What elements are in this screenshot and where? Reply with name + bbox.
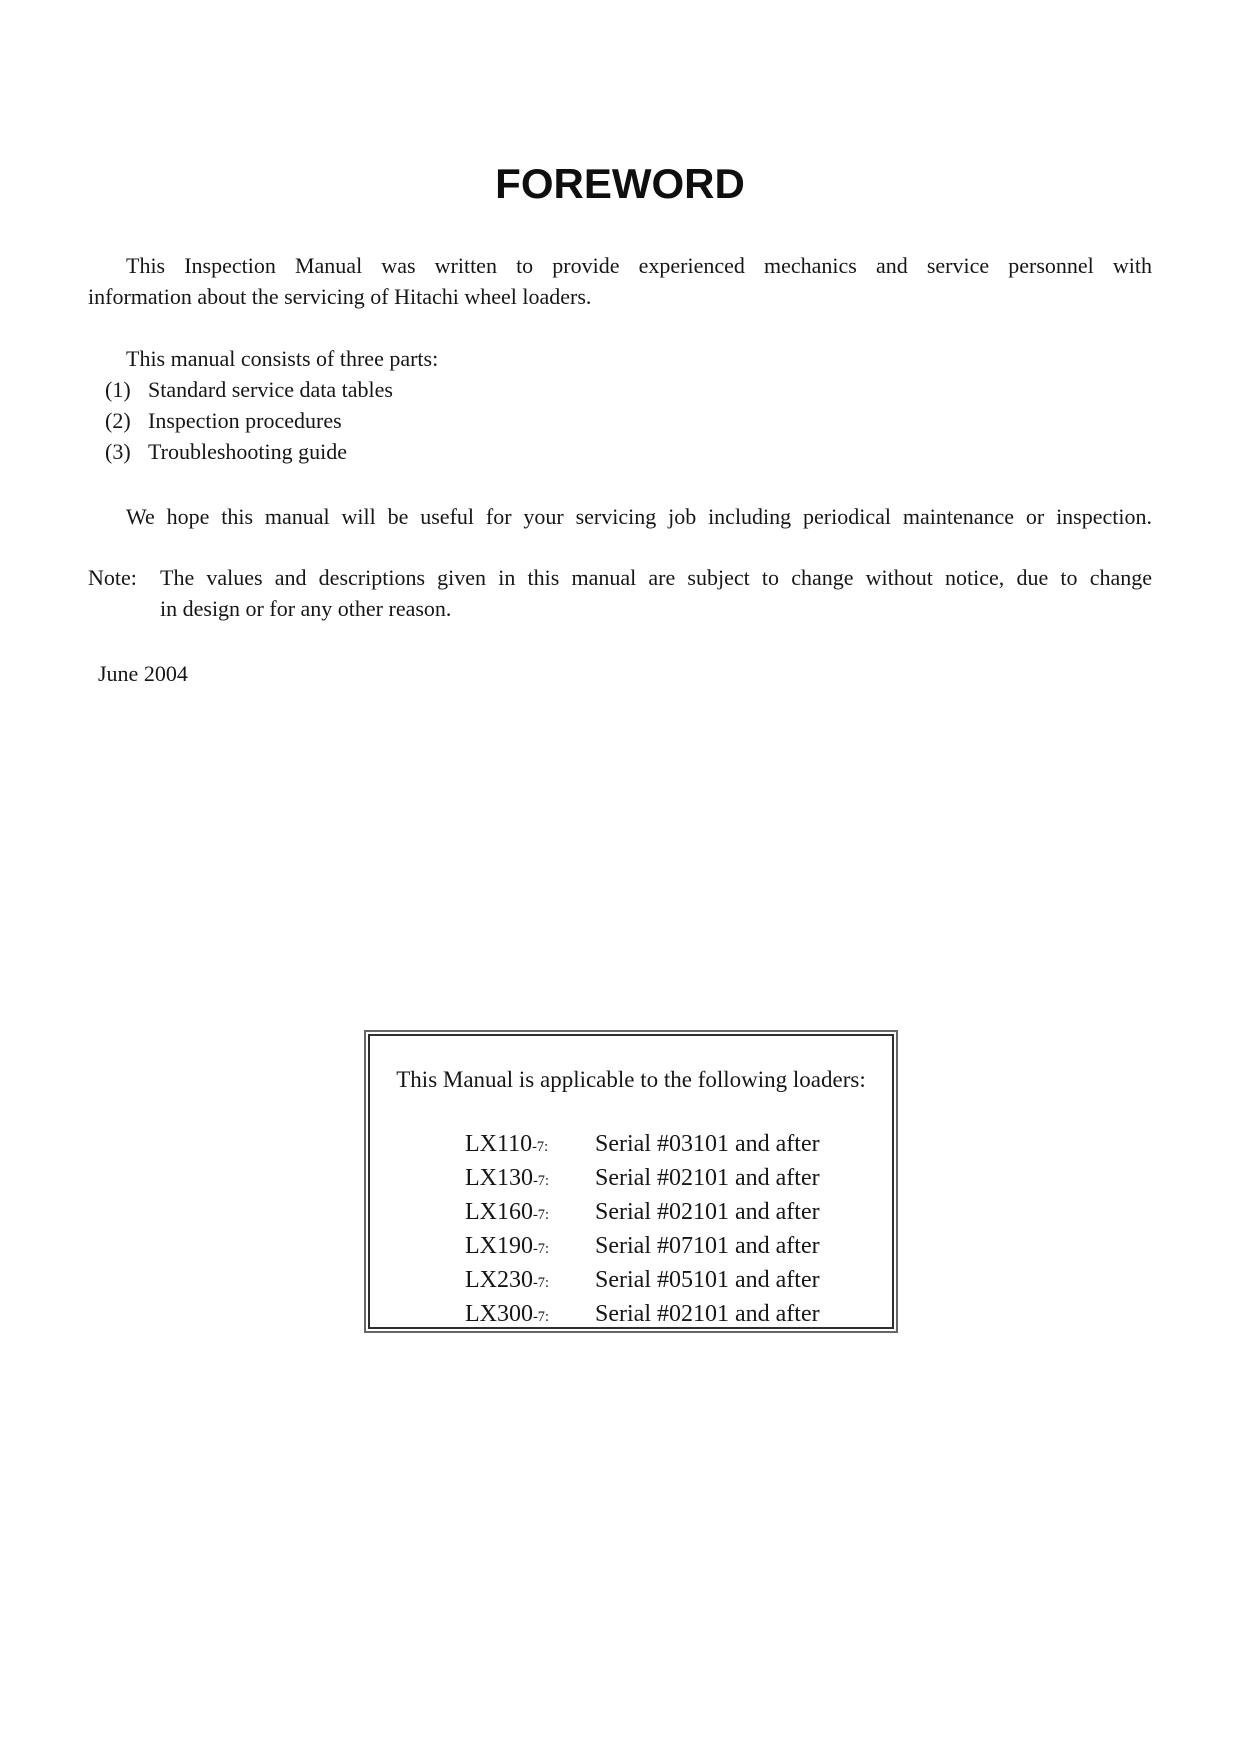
list-item-number: (1) bbox=[105, 377, 131, 402]
intro-line-2: information about the servicing of Hitachi wheel loaders. bbox=[88, 284, 592, 309]
hope-paragraph: We hope this manual will be useful for your servicing job including periodical maintenance or inspection. bbox=[126, 504, 1152, 529]
model-serial: Serial #02101 and after bbox=[595, 1199, 820, 1225]
list-item-text: Standard service data tables bbox=[148, 377, 393, 402]
manual-parts-section bbox=[88, 343, 1152, 467]
model-row bbox=[465, 1163, 892, 1197]
list-item-number: (3) bbox=[105, 439, 131, 464]
note-line-1: The values and descriptions given in this manual are subject to change without notice, due to change bbox=[160, 565, 1152, 590]
model-list bbox=[465, 1129, 892, 1333]
note-line-2: in design or for any other reason. bbox=[160, 596, 452, 621]
applicability-title: This Manual is applicable to the following loaders: bbox=[396, 1067, 866, 1092]
model-serial: Serial #05101 and after bbox=[595, 1267, 820, 1293]
model-serial: Serial #02101 and after bbox=[595, 1165, 820, 1191]
intro-line-1: This Inspection Manual was written to provide experienced mechanics and service personnel with bbox=[126, 253, 1152, 278]
model-serial: Serial #02101 and after bbox=[595, 1301, 820, 1327]
note-body bbox=[160, 562, 1152, 624]
model-serial: Serial #03101 and after bbox=[595, 1131, 820, 1157]
model-suffix: -7: bbox=[533, 1309, 549, 1325]
model-row bbox=[465, 1299, 892, 1333]
model-row bbox=[465, 1129, 892, 1163]
model-name: LX230-7: bbox=[465, 1267, 549, 1293]
list-item-number: (2) bbox=[105, 408, 131, 433]
parts-intro-line: This manual consists of three parts: bbox=[126, 346, 439, 371]
applicability-box bbox=[364, 1030, 898, 1333]
model-name: LX300-7: bbox=[465, 1301, 549, 1327]
list-item bbox=[105, 374, 1152, 405]
model-serial: Serial #07101 and after bbox=[595, 1233, 820, 1259]
model-row bbox=[465, 1197, 892, 1231]
intro-paragraph bbox=[88, 250, 1152, 312]
model-name: LX190-7: bbox=[465, 1233, 549, 1259]
model-suffix: -7: bbox=[533, 1241, 549, 1257]
model-suffix: -7: bbox=[532, 1139, 549, 1155]
model-suffix: -7: bbox=[533, 1275, 549, 1291]
model-row bbox=[465, 1265, 892, 1299]
note-paragraph bbox=[88, 562, 1152, 624]
model-suffix: -7: bbox=[533, 1173, 549, 1189]
model-suffix: -7: bbox=[533, 1207, 549, 1223]
model-name: LX130-7: bbox=[465, 1165, 549, 1191]
applicability-box-inner bbox=[368, 1034, 894, 1329]
list-item-text: Inspection procedures bbox=[148, 408, 342, 433]
list-item bbox=[105, 405, 1152, 436]
model-row bbox=[465, 1231, 892, 1265]
publication-date: June 2004 bbox=[98, 661, 188, 686]
list-item-text: Troubleshooting guide bbox=[148, 439, 348, 464]
list-item bbox=[105, 436, 1152, 467]
page-title: FOREWORD bbox=[495, 160, 745, 207]
model-name: LX160-7: bbox=[465, 1199, 549, 1225]
model-name: LX110-7: bbox=[465, 1131, 549, 1157]
note-label: Note: bbox=[88, 565, 137, 590]
